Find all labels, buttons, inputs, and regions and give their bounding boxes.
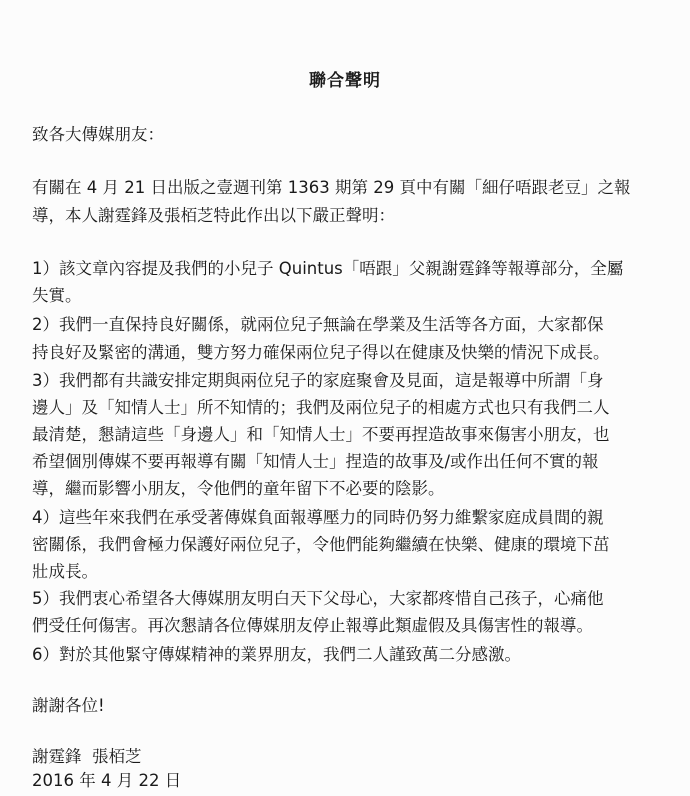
point-2-line-2: 持良好及緊密的溝通，雙方努力確保兩位兒子得以在健康及快樂的情況下成長。 [32,343,610,362]
intro-line-1: 有關在 4 月 21 日出版之壹週刊第 1363 期第 29 頁中有關「細仔唔跟老豆」之報 [32,178,631,197]
point-3-line-2: 邊人」及「知情人士」所不知情的；我們及兩位兒子的相處方式也只有我們二人 [32,398,610,417]
point-5-line-1: 5）我們衷心希望各大傳媒朋友明白天下父母心，大家都疼惜自己孩子，心痛他 [32,589,604,608]
document-title: 聯合聲明 [309,71,381,91]
point-6-line-1: 6）對於其他緊守傳媒精神的業界朋友，我們二人謹致萬二分感激。 [32,645,521,664]
point-3-line-1: 3）我們都有共識安排定期與兩位兒子的家庭聚會及見面，這是報導中所謂「身 [32,371,604,390]
statement-date: 2016 年 4 月 22 日 [32,771,182,790]
greeting: 致各大傳媒朋友： [32,125,164,144]
point-4-line-3: 壯成長。 [32,562,98,581]
point-1-line-1: 1）該文章內容提及我們的小兒子 Quintus「唔跟」父親謝霆鋒等報導部分，全屬 [32,259,624,278]
point-1-line-2: 失實。 [32,286,82,305]
point-4-line-1: 4）這些年來我們在承受著傳媒負面報導壓力的同時仍努力維繫家庭成員間的親 [32,508,604,527]
point-3-line-4: 希望個別傳媒不要再報導有關「知情人士」捏造的故事及/或作出任何不實的報 [32,452,599,471]
thanks-line: 謝謝各位! [32,696,105,715]
point-3-line-3: 最清楚，懇請這些「身邊人」和「知情人士」不要再捏造故事來傷害小朋友，也 [32,425,610,444]
signatories: 謝霆鋒 張栢芝 [32,747,142,766]
point-5-line-2: 們受任何傷害。再次懇請各位傳媒朋友停止報導此類虛假及具傷害性的報導。 [32,616,593,635]
intro-line-2: 導，本人謝霆鋒及張栢芝特此作出以下嚴正聲明： [32,206,395,225]
point-4-line-2: 密關係，我們會極力保護好兩位兒子，令他們能夠繼續在快樂、健康的環境下茁 [32,535,610,554]
point-3-line-5: 導，繼而影響小朋友，令他們的童年留下不必要的陰影。 [32,479,445,498]
point-2-line-1: 2）我們一直保持良好關係，就兩位兒子無論在學業及生活等各方面，大家都保 [32,315,604,334]
